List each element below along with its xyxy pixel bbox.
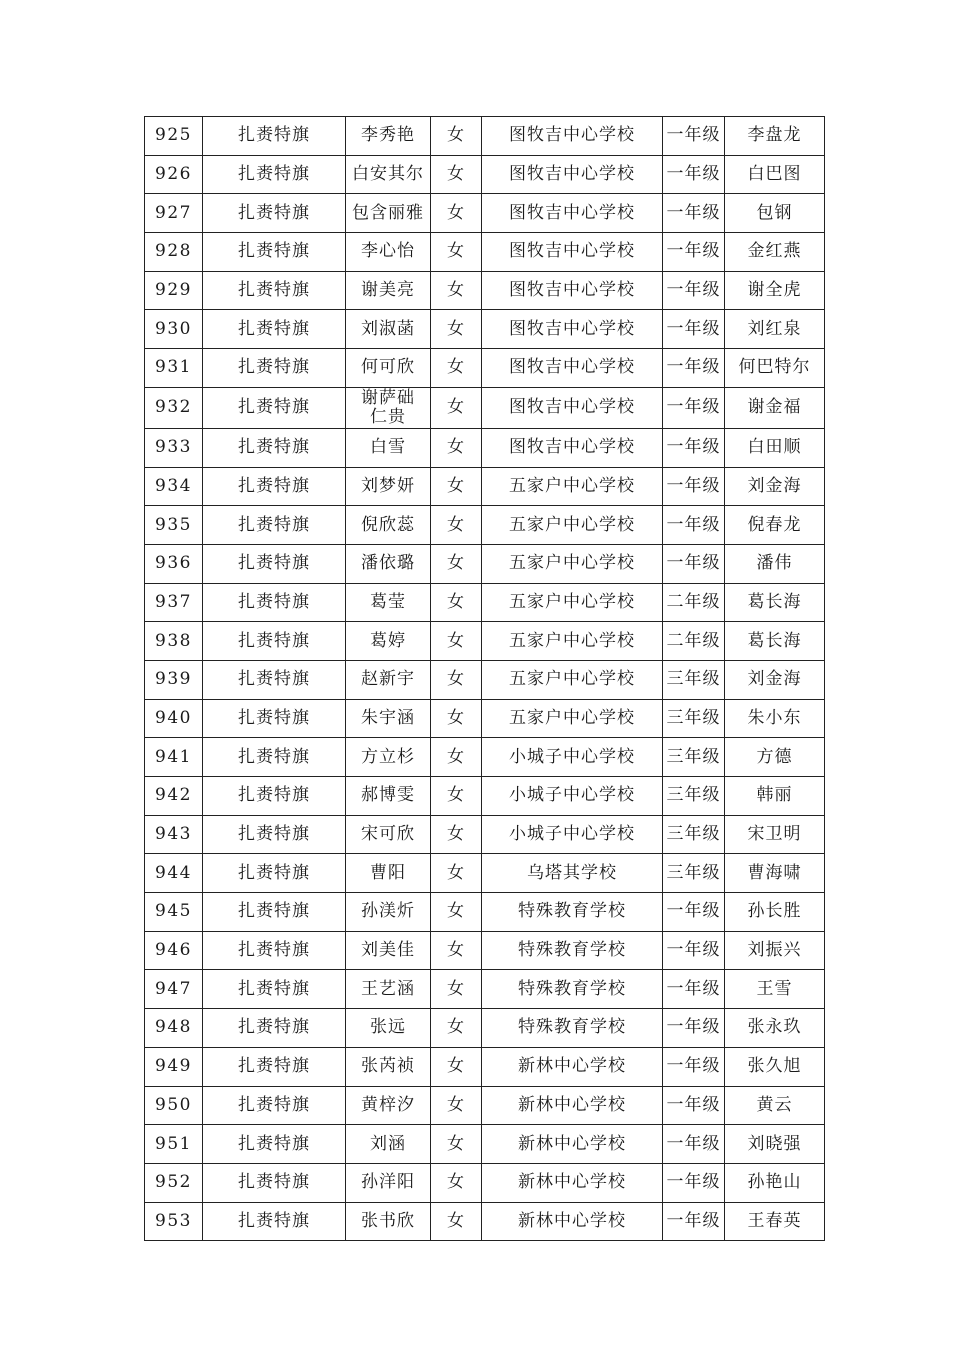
cell-number: 944 (145, 854, 203, 893)
cell-school: 新林中心学校 (482, 1047, 663, 1086)
cell-student-name: 包含丽雅 (346, 194, 431, 233)
cell-number: 945 (145, 893, 203, 932)
cell-guardian: 刘晓强 (725, 1125, 825, 1164)
cell-school: 图牧吉中心学校 (482, 271, 663, 310)
cell-grade: 三年级 (663, 738, 725, 777)
cell-school: 小城子中心学校 (482, 815, 663, 854)
cell-grade: 一年级 (663, 155, 725, 194)
cell-student-name: 李秀艳 (346, 117, 431, 156)
cell-student-name: 李心怡 (346, 233, 431, 272)
cell-student-name: 朱宇涵 (346, 699, 431, 738)
cell-student-name: 宋可欣 (346, 815, 431, 854)
cell-guardian: 张久旭 (725, 1047, 825, 1086)
table-row (145, 544, 825, 583)
cell-number: 927 (145, 194, 203, 233)
cell-school: 小城子中心学校 (482, 738, 663, 777)
cell-number: 929 (145, 271, 203, 310)
cell-number: 948 (145, 1009, 203, 1048)
cell-gender: 女 (431, 428, 482, 467)
table-row (145, 970, 825, 1009)
cell-number: 953 (145, 1202, 203, 1241)
cell-banner: 扎赉特旗 (203, 349, 346, 388)
cell-number: 936 (145, 544, 203, 583)
cell-banner: 扎赉特旗 (203, 1125, 346, 1164)
cell-guardian: 葛长海 (725, 622, 825, 661)
cell-student-name: 白安其尔 (346, 155, 431, 194)
cell-student-name: 潘依璐 (346, 544, 431, 583)
cell-guardian: 葛长海 (725, 583, 825, 622)
table-row (145, 1086, 825, 1125)
cell-student-name: 孙渼炘 (346, 893, 431, 932)
cell-banner: 扎赉特旗 (203, 387, 346, 428)
cell-school: 图牧吉中心学校 (482, 194, 663, 233)
cell-school: 五家户中心学校 (482, 583, 663, 622)
cell-guardian: 倪春龙 (725, 506, 825, 545)
cell-gender: 女 (431, 777, 482, 816)
cell-banner: 扎赉特旗 (203, 931, 346, 970)
cell-guardian: 王春英 (725, 1202, 825, 1241)
cell-grade: 一年级 (663, 310, 725, 349)
table-row (145, 893, 825, 932)
cell-grade: 一年级 (663, 428, 725, 467)
cell-guardian: 刘金海 (725, 467, 825, 506)
cell-gender: 女 (431, 738, 482, 777)
cell-grade: 三年级 (663, 660, 725, 699)
table-row (145, 738, 825, 777)
cell-student-name: 方立杉 (346, 738, 431, 777)
cell-number: 940 (145, 699, 203, 738)
cell-banner: 扎赉特旗 (203, 117, 346, 156)
table-row (145, 506, 825, 545)
cell-gender: 女 (431, 349, 482, 388)
cell-gender: 女 (431, 1009, 482, 1048)
cell-grade: 三年级 (663, 777, 725, 816)
cell-school: 五家户中心学校 (482, 506, 663, 545)
cell-school: 小城子中心学校 (482, 777, 663, 816)
cell-student-name: 张书欣 (346, 1202, 431, 1241)
table-row (145, 310, 825, 349)
cell-guardian: 孙长胜 (725, 893, 825, 932)
cell-banner: 扎赉特旗 (203, 544, 346, 583)
table-row (145, 1163, 825, 1202)
cell-gender: 女 (431, 815, 482, 854)
cell-banner: 扎赉特旗 (203, 1047, 346, 1086)
cell-gender: 女 (431, 506, 482, 545)
cell-guardian: 李盘龙 (725, 117, 825, 156)
table-row (145, 349, 825, 388)
cell-guardian: 刘红泉 (725, 310, 825, 349)
cell-gender: 女 (431, 622, 482, 661)
cell-school: 新林中心学校 (482, 1202, 663, 1241)
cell-student-name: 张远 (346, 1009, 431, 1048)
cell-banner: 扎赉特旗 (203, 699, 346, 738)
cell-number: 952 (145, 1163, 203, 1202)
cell-banner: 扎赉特旗 (203, 622, 346, 661)
cell-gender: 女 (431, 699, 482, 738)
cell-school: 乌塔其学校 (482, 854, 663, 893)
cell-school: 图牧吉中心学校 (482, 155, 663, 194)
cell-grade: 一年级 (663, 233, 725, 272)
cell-number: 951 (145, 1125, 203, 1164)
cell-grade: 一年级 (663, 194, 725, 233)
cell-school: 图牧吉中心学校 (482, 310, 663, 349)
table-row (145, 155, 825, 194)
cell-student-name: 黄梓汐 (346, 1086, 431, 1125)
cell-guardian: 谢金福 (725, 387, 825, 428)
cell-banner: 扎赉特旗 (203, 1202, 346, 1241)
cell-school: 特殊教育学校 (482, 970, 663, 1009)
cell-grade: 三年级 (663, 815, 725, 854)
cell-banner: 扎赉特旗 (203, 1086, 346, 1125)
cell-grade: 一年级 (663, 931, 725, 970)
cell-school: 五家户中心学校 (482, 544, 663, 583)
cell-grade: 一年级 (663, 1086, 725, 1125)
cell-student-name: 谢美亮 (346, 271, 431, 310)
cell-number: 943 (145, 815, 203, 854)
cell-grade: 一年级 (663, 544, 725, 583)
cell-school: 五家户中心学校 (482, 467, 663, 506)
table-row (145, 1202, 825, 1241)
cell-gender: 女 (431, 117, 482, 156)
cell-student-name (346, 387, 431, 428)
cell-banner: 扎赉特旗 (203, 1163, 346, 1202)
cell-school: 五家户中心学校 (482, 699, 663, 738)
cell-gender: 女 (431, 1202, 482, 1241)
cell-gender: 女 (431, 970, 482, 1009)
cell-banner: 扎赉特旗 (203, 660, 346, 699)
cell-gender: 女 (431, 583, 482, 622)
table-row (145, 777, 825, 816)
cell-gender: 女 (431, 660, 482, 699)
cell-gender: 女 (431, 155, 482, 194)
cell-number: 941 (145, 738, 203, 777)
table-row (145, 1009, 825, 1048)
cell-grade: 三年级 (663, 699, 725, 738)
roster-table-container (144, 116, 824, 1241)
cell-gender: 女 (431, 310, 482, 349)
cell-gender: 女 (431, 1163, 482, 1202)
cell-banner: 扎赉特旗 (203, 854, 346, 893)
cell-gender: 女 (431, 544, 482, 583)
cell-grade: 三年级 (663, 854, 725, 893)
cell-grade: 一年级 (663, 506, 725, 545)
cell-school: 新林中心学校 (482, 1125, 663, 1164)
cell-number: 949 (145, 1047, 203, 1086)
cell-number: 935 (145, 506, 203, 545)
table-row (145, 854, 825, 893)
student-name-text: 谢萨础仁贵 (361, 387, 415, 427)
cell-school: 五家户中心学校 (482, 622, 663, 661)
cell-guardian: 包钢 (725, 194, 825, 233)
cell-guardian: 谢全虎 (725, 271, 825, 310)
cell-student-name: 倪欣蕊 (346, 506, 431, 545)
cell-student-name: 刘梦妍 (346, 467, 431, 506)
cell-banner: 扎赉特旗 (203, 310, 346, 349)
cell-grade: 一年级 (663, 1047, 725, 1086)
cell-banner: 扎赉特旗 (203, 506, 346, 545)
cell-banner: 扎赉特旗 (203, 1009, 346, 1048)
cell-gender: 女 (431, 1047, 482, 1086)
cell-student-name: 郝博雯 (346, 777, 431, 816)
table-row (145, 428, 825, 467)
cell-number: 926 (145, 155, 203, 194)
table-row (145, 699, 825, 738)
table-row (145, 233, 825, 272)
cell-number: 930 (145, 310, 203, 349)
cell-banner: 扎赉特旗 (203, 467, 346, 506)
cell-grade: 二年级 (663, 583, 725, 622)
cell-school: 特殊教育学校 (482, 893, 663, 932)
cell-banner: 扎赉特旗 (203, 815, 346, 854)
cell-grade: 一年级 (663, 1009, 725, 1048)
cell-student-name: 葛莹 (346, 583, 431, 622)
cell-guardian: 王雪 (725, 970, 825, 1009)
cell-guardian: 刘金海 (725, 660, 825, 699)
cell-student-name: 张芮祯 (346, 1047, 431, 1086)
roster-table (144, 116, 825, 1241)
cell-guardian: 曹海啸 (725, 854, 825, 893)
cell-guardian: 白巴图 (725, 155, 825, 194)
cell-gender: 女 (431, 271, 482, 310)
cell-guardian: 黄云 (725, 1086, 825, 1125)
cell-school: 图牧吉中心学校 (482, 387, 663, 428)
cell-number: 942 (145, 777, 203, 816)
cell-grade: 一年级 (663, 1125, 725, 1164)
cell-gender: 女 (431, 233, 482, 272)
cell-gender: 女 (431, 387, 482, 428)
cell-gender: 女 (431, 1125, 482, 1164)
table-row (145, 467, 825, 506)
cell-student-name: 曹阳 (346, 854, 431, 893)
cell-number: 932 (145, 387, 203, 428)
cell-guardian: 刘振兴 (725, 931, 825, 970)
cell-banner: 扎赉特旗 (203, 777, 346, 816)
cell-grade: 二年级 (663, 622, 725, 661)
cell-grade: 一年级 (663, 271, 725, 310)
cell-banner: 扎赉特旗 (203, 155, 346, 194)
cell-banner: 扎赉特旗 (203, 233, 346, 272)
cell-number: 928 (145, 233, 203, 272)
cell-number: 939 (145, 660, 203, 699)
cell-school: 图牧吉中心学校 (482, 428, 663, 467)
cell-gender: 女 (431, 893, 482, 932)
cell-student-name: 葛婷 (346, 622, 431, 661)
cell-grade: 一年级 (663, 349, 725, 388)
cell-gender: 女 (431, 854, 482, 893)
cell-gender: 女 (431, 194, 482, 233)
cell-guardian: 张永玖 (725, 1009, 825, 1048)
cell-gender: 女 (431, 467, 482, 506)
cell-number: 947 (145, 970, 203, 1009)
table-row (145, 387, 825, 428)
cell-guardian: 何巴特尔 (725, 349, 825, 388)
cell-number: 937 (145, 583, 203, 622)
cell-banner: 扎赉特旗 (203, 271, 346, 310)
cell-number: 938 (145, 622, 203, 661)
cell-guardian: 孙艳山 (725, 1163, 825, 1202)
cell-banner: 扎赉特旗 (203, 583, 346, 622)
cell-banner: 扎赉特旗 (203, 428, 346, 467)
cell-student-name: 王艺涵 (346, 970, 431, 1009)
cell-grade: 一年级 (663, 1163, 725, 1202)
cell-guardian: 韩丽 (725, 777, 825, 816)
cell-gender: 女 (431, 1086, 482, 1125)
cell-grade: 一年级 (663, 467, 725, 506)
cell-gender: 女 (431, 931, 482, 970)
cell-student-name: 赵新宇 (346, 660, 431, 699)
table-row (145, 1047, 825, 1086)
cell-school: 新林中心学校 (482, 1163, 663, 1202)
cell-number: 950 (145, 1086, 203, 1125)
cell-school: 新林中心学校 (482, 1086, 663, 1125)
cell-school: 图牧吉中心学校 (482, 117, 663, 156)
cell-banner: 扎赉特旗 (203, 970, 346, 1009)
roster-table-body (145, 117, 825, 1241)
cell-number: 934 (145, 467, 203, 506)
cell-guardian: 潘伟 (725, 544, 825, 583)
cell-student-name: 白雪 (346, 428, 431, 467)
cell-banner: 扎赉特旗 (203, 893, 346, 932)
table-row (145, 931, 825, 970)
cell-guardian: 宋卫明 (725, 815, 825, 854)
cell-school: 图牧吉中心学校 (482, 349, 663, 388)
cell-grade: 一年级 (663, 970, 725, 1009)
cell-guardian: 朱小东 (725, 699, 825, 738)
table-row (145, 194, 825, 233)
cell-grade: 一年级 (663, 893, 725, 932)
table-row (145, 660, 825, 699)
cell-guardian: 方德 (725, 738, 825, 777)
cell-student-name: 刘美佳 (346, 931, 431, 970)
cell-student-name: 刘淑菡 (346, 310, 431, 349)
cell-school: 五家户中心学校 (482, 660, 663, 699)
cell-number: 931 (145, 349, 203, 388)
cell-number: 925 (145, 117, 203, 156)
cell-student-name: 刘涵 (346, 1125, 431, 1164)
table-row (145, 117, 825, 156)
cell-guardian: 金红燕 (725, 233, 825, 272)
cell-number: 946 (145, 931, 203, 970)
table-row (145, 622, 825, 661)
cell-grade: 一年级 (663, 117, 725, 156)
table-row (145, 271, 825, 310)
cell-school: 图牧吉中心学校 (482, 233, 663, 272)
cell-student-name: 何可欣 (346, 349, 431, 388)
cell-school: 特殊教育学校 (482, 1009, 663, 1048)
table-row (145, 1125, 825, 1164)
cell-school: 特殊教育学校 (482, 931, 663, 970)
cell-banner: 扎赉特旗 (203, 738, 346, 777)
cell-grade: 一年级 (663, 1202, 725, 1241)
cell-number: 933 (145, 428, 203, 467)
cell-guardian: 白田顺 (725, 428, 825, 467)
cell-student-name: 孙洋阳 (346, 1163, 431, 1202)
table-row (145, 815, 825, 854)
table-row (145, 583, 825, 622)
cell-grade: 一年级 (663, 387, 725, 428)
cell-banner: 扎赉特旗 (203, 194, 346, 233)
